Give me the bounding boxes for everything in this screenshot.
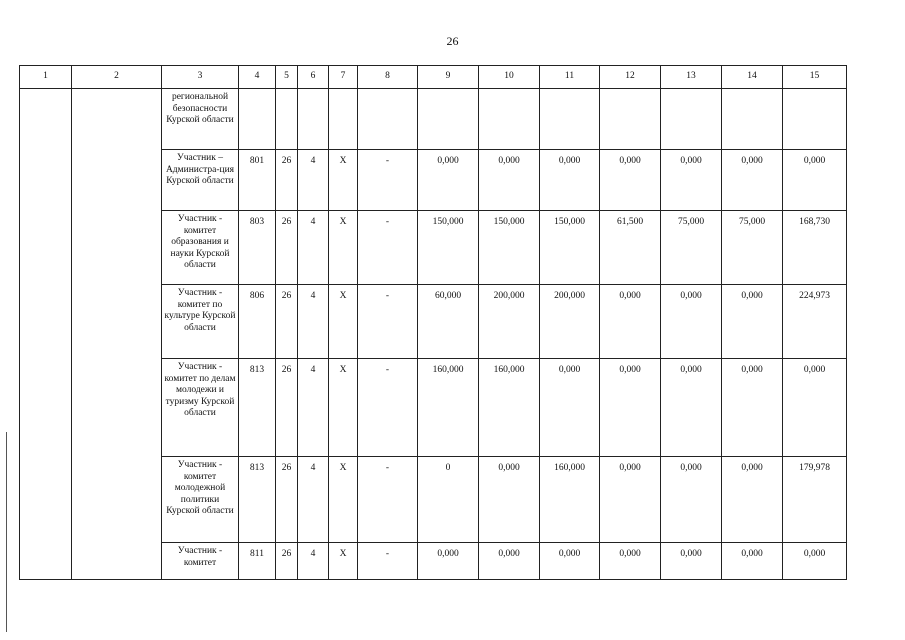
- table-cell: 160,000: [418, 359, 479, 457]
- table-cell: 160,000: [479, 359, 540, 457]
- table-row: [20, 89, 847, 150]
- table-cell: 0,000: [479, 150, 540, 211]
- table-cell: -: [358, 359, 418, 457]
- table-cell: 179,978: [783, 457, 847, 543]
- header-row: [20, 66, 847, 89]
- budget-table: [19, 65, 847, 580]
- header-cell: 6: [298, 66, 329, 89]
- table-cell: -: [358, 211, 418, 285]
- table-cell: [329, 89, 358, 150]
- table-cell: 4: [298, 359, 329, 457]
- table-cell: [783, 89, 847, 150]
- table-cell: 224,973: [783, 285, 847, 359]
- table-cell: 0,000: [418, 543, 479, 580]
- table-cell: 0,000: [661, 543, 722, 580]
- table-cell: 0,000: [783, 359, 847, 457]
- table-cell: [239, 89, 276, 150]
- participant-name-cell: Участник - комитет по делам молодежи и туризму Курской области: [162, 359, 239, 457]
- table-cell: 0,000: [783, 543, 847, 580]
- table-cell: 61,500: [600, 211, 661, 285]
- participant-name-cell: Участник - комитет образования и науки Курской области: [162, 211, 239, 285]
- header-cell: 12: [600, 66, 661, 89]
- table-cell: Х: [329, 150, 358, 211]
- table-cell: 0,000: [722, 359, 783, 457]
- table-cell: 75,000: [661, 211, 722, 285]
- table-cell: -: [358, 150, 418, 211]
- table-cell: Х: [329, 457, 358, 543]
- table-cell: 200,000: [540, 285, 600, 359]
- participant-name-cell: Участник – Администра-ция Курской области: [162, 150, 239, 211]
- table-cell: 0,000: [600, 359, 661, 457]
- table-cell: 4: [298, 457, 329, 543]
- table-cell: 200,000: [479, 285, 540, 359]
- header-cell: 14: [722, 66, 783, 89]
- header-cell: 13: [661, 66, 722, 89]
- table-cell: 75,000: [722, 211, 783, 285]
- table-cell: 806: [239, 285, 276, 359]
- table-cell: [661, 89, 722, 150]
- table-cell: 26: [276, 211, 298, 285]
- participant-name-cell: региональной безопасности Курской области: [162, 89, 239, 150]
- table-cell: Х: [329, 359, 358, 457]
- header-cell: 9: [418, 66, 479, 89]
- table-cell: 26: [276, 150, 298, 211]
- table-cell: 26: [276, 457, 298, 543]
- table-cell: 0,000: [600, 285, 661, 359]
- table-cell: 0,000: [540, 359, 600, 457]
- table-cell: 168,730: [783, 211, 847, 285]
- header-cell: 4: [239, 66, 276, 89]
- table-cell: 0,000: [540, 150, 600, 211]
- header-cell: 1: [20, 66, 72, 89]
- table-cell: [358, 89, 418, 150]
- table-cell: 26: [276, 285, 298, 359]
- header-cell: 2: [72, 66, 162, 89]
- header-cell: 11: [540, 66, 600, 89]
- table-cell: 0,000: [600, 543, 661, 580]
- table-cell: 0,000: [722, 285, 783, 359]
- table-cell: [479, 89, 540, 150]
- header-cell: 15: [783, 66, 847, 89]
- table-cell: [276, 89, 298, 150]
- participant-name-cell: Участник - комитет: [162, 543, 239, 580]
- table-cell: [600, 89, 661, 150]
- page-number: 26: [446, 34, 459, 48]
- table-cell: 0,000: [783, 150, 847, 211]
- table-cell: [298, 89, 329, 150]
- table-cell: 0,000: [722, 150, 783, 211]
- table-cell: 150,000: [540, 211, 600, 285]
- table-cell: Х: [329, 211, 358, 285]
- table-cell: [418, 89, 479, 150]
- table-cell: 4: [298, 150, 329, 211]
- header-cell: 7: [329, 66, 358, 89]
- table-cell: -: [358, 457, 418, 543]
- table-cell: -: [358, 543, 418, 580]
- table-cell: 0,000: [479, 457, 540, 543]
- table-cell: 160,000: [540, 457, 600, 543]
- table-cell: 813: [239, 359, 276, 457]
- table-cell: 803: [239, 211, 276, 285]
- table-cell: 0,000: [479, 543, 540, 580]
- table-cell: 0: [418, 457, 479, 543]
- table-cell: 801: [239, 150, 276, 211]
- table-cell: 4: [298, 211, 329, 285]
- table-cell: 0,000: [661, 359, 722, 457]
- table-cell: 0,000: [661, 285, 722, 359]
- cell-col-2-empty: [72, 89, 162, 580]
- table-cell: 0,000: [722, 543, 783, 580]
- header-cell: 10: [479, 66, 540, 89]
- table-header: [20, 66, 847, 89]
- table-cell: 0,000: [540, 543, 600, 580]
- table-cell: 811: [239, 543, 276, 580]
- table-cell: 813: [239, 457, 276, 543]
- participant-name-cell: Участник - комитет по культуре Курской области: [162, 285, 239, 359]
- table-cell: 0,000: [661, 150, 722, 211]
- margin-scan-line: [6, 432, 7, 632]
- table-cell: 4: [298, 543, 329, 580]
- table-cell: Х: [329, 285, 358, 359]
- table-cell: 0,000: [418, 150, 479, 211]
- table-cell: -: [358, 285, 418, 359]
- table-cell: 0,000: [600, 457, 661, 543]
- header-cell: 8: [358, 66, 418, 89]
- table-cell: 26: [276, 359, 298, 457]
- table-cell: Х: [329, 543, 358, 580]
- table-cell: 150,000: [418, 211, 479, 285]
- table-cell: 4: [298, 285, 329, 359]
- participant-name-cell: Участник - комитет молодежной политики Курской области: [162, 457, 239, 543]
- table-cell: 150,000: [479, 211, 540, 285]
- table-cell: 0,000: [722, 457, 783, 543]
- table-cell: 0,000: [600, 150, 661, 211]
- table-cell: 60,000: [418, 285, 479, 359]
- table-body: [20, 89, 847, 580]
- table-cell: [540, 89, 600, 150]
- cell-col-1-empty: [20, 89, 72, 580]
- header-cell: 5: [276, 66, 298, 89]
- header-cell: 3: [162, 66, 239, 89]
- table-cell: 26: [276, 543, 298, 580]
- table-cell: [722, 89, 783, 150]
- table-cell: 0,000: [661, 457, 722, 543]
